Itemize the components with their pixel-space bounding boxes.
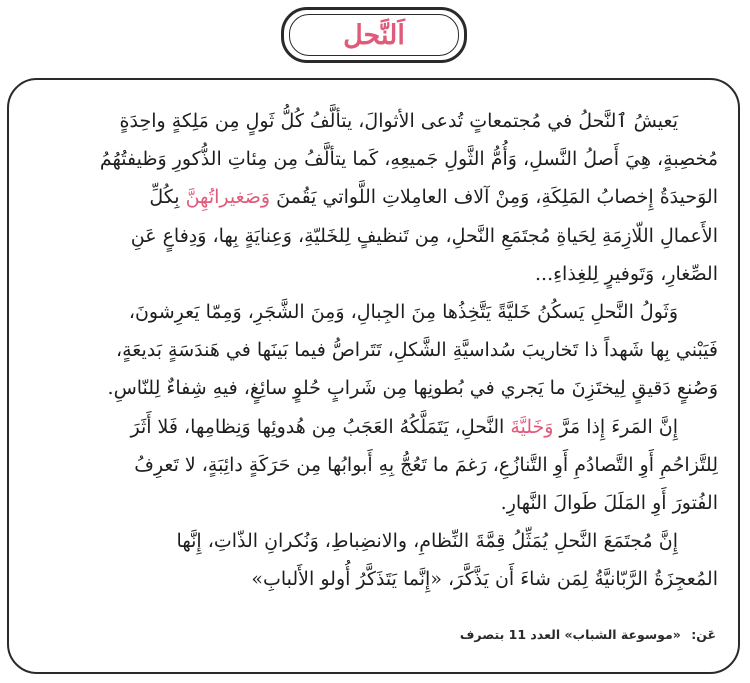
text-segment: الوَحيدَةُ إِخصابُ المَلِكَةِ، وَمِنْ آلاف العامِلاتِ اللَّواتي يَقُمنَ bbox=[270, 186, 718, 209]
text-line: الصِّغارِ، وَتَوفيرٍ لِلغِذاءِ... bbox=[534, 262, 718, 285]
text-line bbox=[31, 408, 718, 446]
text-line: وَثَولُ النَّحلِ يَسكُنُ خَليَّةً يَتَّخِذُها مِنَ الجِبالِ، وَمِنَ الشَّجَرِ، وَمِمّا يَعرِشونَ، bbox=[128, 300, 678, 323]
text-segment: النَّحلِ، يَتَمَلَّكُهُ العَجَبُ مِن هُدوئِها وَنِظامِها، فَلا أَثَرَ bbox=[130, 415, 511, 438]
text-line: لِلتَّزاحُمِ أَوِ التَّصادُمِ أَوِ التَّنازُعِ، رَغمَ ما تَعُجُّ بِهِ أَبوابُها مِن حَرَكَةٍ دائِبَةٍ، لا تَعرِفُ bbox=[134, 453, 718, 476]
text-line: يَعيشُ ٱلنَّحلُ في مُجتمعاتٍ تُدعى الأثوالَ، يتألَّفُ كُلُّ ثَولٍ مِن مَلِكةٍ واحِدَةٍ bbox=[119, 110, 678, 132]
source-citation bbox=[460, 627, 716, 642]
text-frame bbox=[7, 78, 740, 674]
text-line: فَيَبْني بِها شَهداً ذا تَخاريبَ سُداسيَّةِ الشَّكلِ، تَتَراصُّ فيما بَينَها في هَندَسَةٍ بَديعَةٍ، bbox=[115, 339, 718, 362]
text-line: وَصُنعٍ دَقيقٍ لِيختَزِنَ ما يَجري في بُطونِها مِن شَرابٍ حُلوٍ سائِغٍ، فيهِ شِفاءٌ لِلنّاسِ. bbox=[107, 377, 718, 400]
text-line: المُعجِزَةُ الرَّبّانيَّةُ لِمَن شاءَ أَن يَذَّكَّرَ، «إِنَّما يَتَذَكَّرُ أُولو الأَلبابِ» bbox=[251, 568, 718, 591]
text-line: الأَعمالِ اللّازِمَةِ لِحَياةِ مُجتَمَعِ النَّحلِ، مِن تَنظيفٍ لِلخَليّةِ، وَعِنايَةٍ بِها، وَدِفاعٍ عَنِ bbox=[130, 224, 718, 247]
highlighted-word: وَصَغيراتُهِنَّ bbox=[185, 186, 271, 209]
title-badge bbox=[281, 7, 467, 63]
text-segment: بِكُلِّ bbox=[149, 186, 186, 209]
highlighted-word: وَخَليَّةَ bbox=[510, 415, 554, 438]
page-title: اَلنَّحل bbox=[343, 19, 405, 51]
article-body bbox=[31, 102, 718, 598]
text-segment: إِنَّ المَرءَ إِذا مَرَّ bbox=[553, 415, 678, 438]
text-line: مُخصِبةٍ، هِيَ أَصلُ النَّسلِ، وَأُمُّ الثَّولِ جَميعِهِ، كَما يتألَّفُ مِن مِئاتِ الذُّكورِ وَظيفتُهُمُ bbox=[99, 148, 718, 171]
text-line bbox=[31, 178, 718, 216]
source-text: «موسوعة الشباب» العدد 11 بتصرف bbox=[459, 627, 681, 642]
source-label: عَن: bbox=[691, 627, 716, 642]
text-line: إِنَّ مُجتَمَعَ النَّحلِ يُمَثِّلُ قِمَّةَ النِّظامِ، والانضِباطِ، وَنُكرانِ الذّاتِ، إِنَّها bbox=[176, 530, 678, 553]
text-line: الفُتورَ أَوِ المَلَلَ طَوالَ النَّهارِ. bbox=[500, 491, 718, 514]
